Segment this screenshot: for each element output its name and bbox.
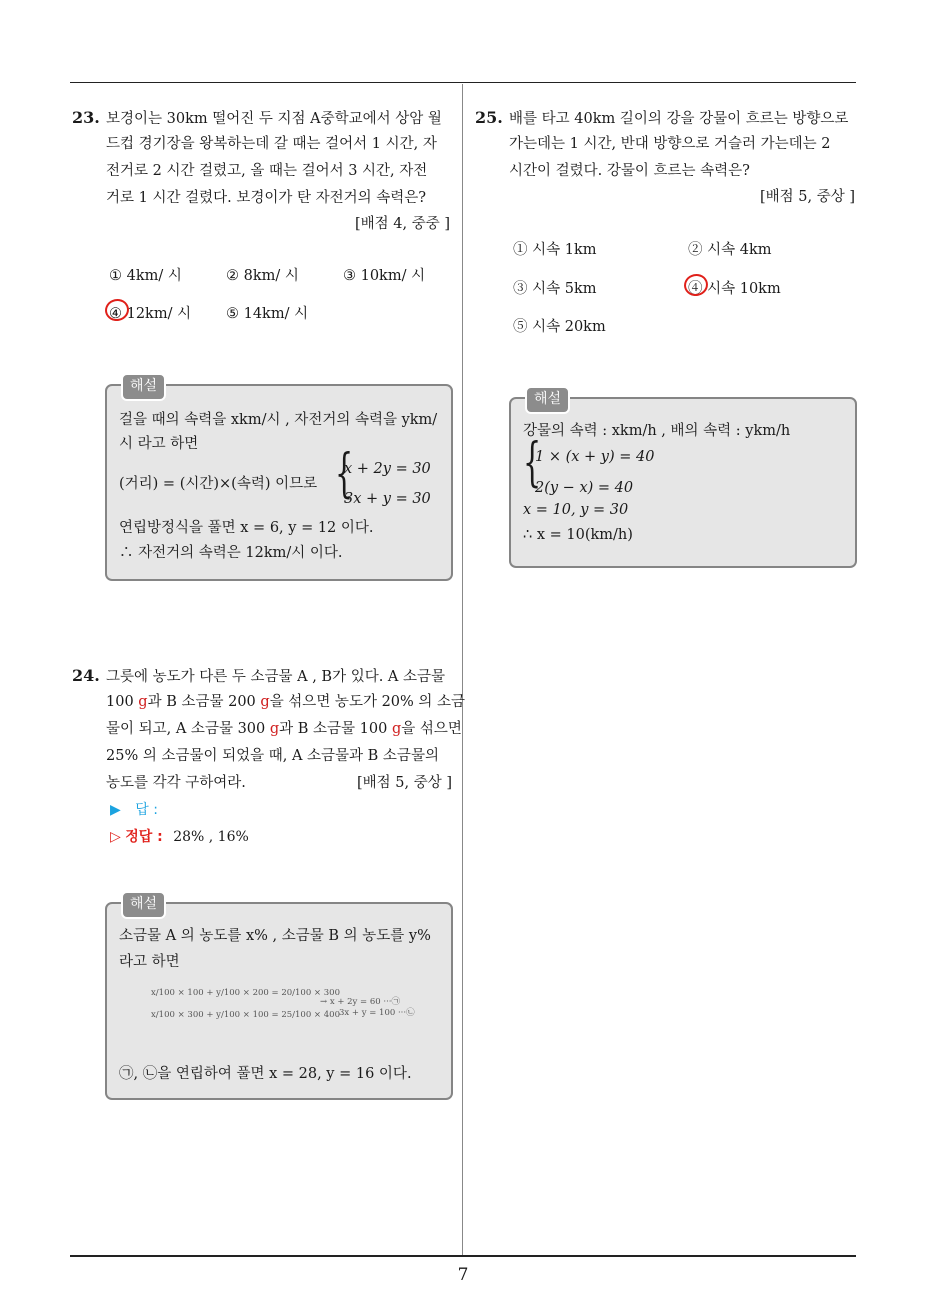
solution-box-25 — [509, 391, 857, 568]
option-4[interactable]: ④ 12km/ 시 — [109, 306, 192, 322]
question-text-line: 가는데는 1 시간, 반대 방향으로 거슬러 가는데는 2 — [509, 136, 831, 152]
unit-g: g — [138, 694, 148, 710]
equation: x + 2y = 30 — [344, 461, 431, 477]
score-label: [배점 5, 중상 ] — [759, 189, 855, 205]
solution-line: ㉠, ㉡을 연립하여 풀면 x = 28, y = 16 이다. — [119, 1066, 412, 1082]
text-fragment: 을 섞으면 — [401, 721, 462, 737]
top-rule — [70, 82, 856, 83]
equation: 2(y − x) = 40 — [535, 480, 634, 496]
outline-play-icon: ▷ — [110, 829, 121, 845]
equation-image-line: → x + 2y = 60 ···㉠ — [320, 997, 401, 1007]
option-1[interactable]: ① 시속 1km — [513, 242, 597, 258]
solution-tab: 해설 — [121, 891, 166, 919]
solution-line: x = 10, y = 30 — [523, 502, 629, 518]
equation-image-line: 3x + y = 100 ···㉡ — [339, 1008, 415, 1018]
solution-line: 강물의 속력 : xkm/h , 배의 속력 : ykm/h — [523, 423, 791, 439]
solution-line: ∴ 자전거의 속력은 12km/시 이다. — [119, 545, 343, 561]
solution-line: (거리) = (시간)×(속력) 이므로 — [119, 476, 318, 492]
solution-line: ∴ x = 10(km/h) — [523, 527, 633, 543]
unit-g: g — [391, 721, 402, 737]
question-23 — [72, 104, 456, 233]
solution-line: 소금물 A 의 농도를 x% , 소금물 B 의 농도를 y% — [119, 928, 431, 944]
question-text-line: 보경이는 30km 떨어진 두 지점 A중학교에서 상암 월 — [106, 111, 442, 127]
question-text-line: 농도를 각각 구하여라. — [106, 775, 246, 791]
option-5[interactable]: ⑤ 14km/ 시 — [226, 306, 309, 322]
question-text-line: 전거로 2 시간 걸렸고, 올 때는 걸어서 3 시간, 자전 — [106, 163, 428, 179]
question-number: 24. — [72, 666, 100, 685]
question-25 — [475, 104, 859, 206]
text-fragment: 을 섞으면 농도가 20% 의 소금 — [269, 694, 466, 710]
option-4[interactable]: ④ 시속 10km — [688, 281, 781, 297]
question-text-line: 시간이 걸렸다. 강물이 흐르는 속력은? — [509, 163, 750, 179]
solution-tab: 해설 — [525, 386, 570, 414]
text-fragment: 물이 되고, A 소금물 300 — [106, 721, 270, 737]
question-24 — [72, 662, 466, 797]
equation-image-line: x/100 × 100 + y/100 × 200 = 20/100 × 300 — [151, 988, 340, 998]
equation: 3x + y = 30 — [344, 491, 431, 507]
question-text-line: 그릇에 농도가 다른 두 소금물 A , B가 있다. A 소금물 — [106, 669, 446, 685]
system-brace: { — [335, 444, 354, 504]
correct-value: 28% , 16% — [173, 829, 249, 845]
option-5[interactable]: ⑤ 시속 20km — [513, 319, 606, 335]
bottom-rule — [70, 1255, 856, 1257]
page-number: 7 — [457, 1265, 469, 1285]
score-label: [배점 5, 중상 ] — [356, 775, 452, 791]
solution-line: 연립방정식을 풀면 x = 6, y = 12 이다. — [119, 520, 374, 536]
question-text-line: 배를 타고 40km 길이의 강을 강물이 흐르는 방향으로 — [509, 111, 849, 127]
correct-label: 정답 : — [125, 829, 163, 845]
solution-box-24 — [105, 896, 453, 1100]
solution-line: 라고 하면 — [119, 954, 180, 970]
question-text-line: 거로 1 시간 걸렸다. 보경이가 탄 자전거의 속력은? — [106, 190, 427, 206]
question-text-line: 25% 의 소금물이 되었을 때, A 소금물과 B 소금물의 — [106, 748, 439, 764]
system-brace: { — [523, 433, 542, 493]
option-2[interactable]: ② 시속 4km — [688, 242, 772, 258]
answer-row — [110, 799, 158, 819]
score-label: [배점 4, 중중 ] — [354, 216, 450, 232]
play-icon: ▶ — [110, 802, 121, 818]
unit-g: g — [269, 721, 280, 737]
equation: 1 × (x + y) = 40 — [535, 449, 655, 465]
answer-label: 답 : — [135, 802, 158, 818]
question-text-line: 드컵 경기장을 왕복하는데 갈 때는 걸어서 1 시간, 자 — [106, 136, 437, 152]
text-fragment: 과 B 소금물 200 — [147, 694, 261, 710]
text-fragment: 100 — [106, 694, 139, 710]
text-fragment: 과 B 소금물 100 — [279, 721, 392, 737]
option-1[interactable]: ① 4km/ 시 — [109, 268, 182, 284]
equation-image-line: x/100 × 300 + y/100 × 100 = 25/100 × 400 — [151, 1010, 340, 1020]
correct-answer-row — [110, 826, 249, 846]
solution-tab: 해설 — [121, 373, 166, 401]
option-3[interactable]: ③ 시속 5km — [513, 281, 597, 297]
question-number: 23. — [72, 108, 100, 127]
solution-box-23 — [105, 378, 453, 581]
option-3[interactable]: ③ 10km/ 시 — [343, 268, 426, 284]
question-number: 25. — [475, 108, 503, 127]
solution-line: 걸을 때의 속력을 xkm/시 , 자전거의 속력을 ykm/ — [119, 412, 438, 428]
option-2[interactable]: ② 8km/ 시 — [226, 268, 299, 284]
unit-g: g — [260, 694, 270, 710]
column-divider — [462, 84, 463, 1256]
solution-line: 시 라고 하면 — [119, 436, 199, 452]
